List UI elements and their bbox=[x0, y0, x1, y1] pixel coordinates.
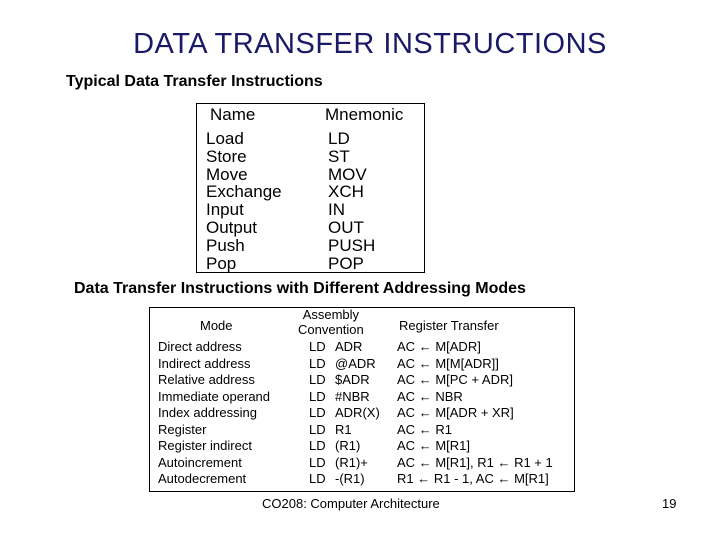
table2-header-mode: Mode bbox=[200, 318, 233, 333]
register-transfer bbox=[397, 405, 553, 422]
transfer-source-2: R1 + 1 bbox=[514, 454, 553, 470]
transfer-source: R1 bbox=[435, 421, 452, 437]
instruction-mnemonic: OUT bbox=[328, 217, 364, 237]
transfer-destination: AC bbox=[397, 355, 416, 371]
assembly-opcode: LD bbox=[309, 339, 326, 354]
instruction-name: Exchange bbox=[206, 182, 282, 202]
transfer-destination: AC bbox=[397, 388, 416, 404]
instruction-mnemonic: LD bbox=[328, 129, 350, 148]
left-arrow-icon: ← bbox=[418, 405, 432, 420]
transfer-source: M[M[ADR]] bbox=[435, 355, 499, 371]
addressing-mode: Register indirect bbox=[158, 438, 252, 453]
table2-transfer-column bbox=[397, 339, 553, 488]
addressing-mode: Autoincrement bbox=[158, 454, 242, 470]
transfer-source: M[PC + ADR] bbox=[435, 372, 513, 387]
instruction-name: Move bbox=[206, 164, 248, 184]
instruction-mnemonic: POP bbox=[328, 253, 364, 273]
transfer-source-2: M[R1] bbox=[514, 471, 549, 486]
transfer-destination: AC bbox=[397, 372, 416, 387]
assembly-operand: @ADR bbox=[335, 355, 376, 371]
table2-op-column bbox=[309, 339, 326, 488]
assembly-opcode: LD bbox=[309, 454, 326, 470]
register-transfer bbox=[397, 389, 553, 406]
left-arrow-icon: ← bbox=[418, 355, 432, 371]
assembly-opcode: LD bbox=[309, 405, 326, 420]
slide-title: DATA TRANSFER INSTRUCTIONS bbox=[133, 28, 607, 60]
addressing-mode: Direct address bbox=[158, 339, 242, 354]
addressing-mode: Autodecrement bbox=[158, 471, 247, 486]
transfer-destination: AC bbox=[397, 421, 416, 437]
transfer-source: NBR bbox=[435, 388, 463, 404]
transfer-source: M[ADR + XR] bbox=[435, 405, 514, 420]
table1-mnemonic-column bbox=[328, 130, 375, 272]
assembly-operand: R1 bbox=[335, 421, 352, 437]
transfer-source: M[ADR] bbox=[435, 339, 481, 354]
instruction-mnemonic: PUSH bbox=[328, 235, 376, 255]
assembly-opcode: LD bbox=[309, 355, 326, 371]
left-arrow-icon: ← bbox=[418, 339, 432, 354]
instruction-name: Store bbox=[206, 146, 247, 166]
assembly-opcode: LD bbox=[309, 421, 326, 437]
table1-header-mnemonic: Mnemonic bbox=[325, 105, 404, 124]
table1-header-name: Name bbox=[210, 105, 256, 124]
instruction-name: Load bbox=[206, 129, 244, 148]
register-transfer bbox=[397, 455, 553, 472]
assembly-operand: (R1)+ bbox=[335, 454, 368, 470]
transfer-destination: AC bbox=[397, 339, 416, 354]
transfer-source: M[R1], R1 bbox=[435, 454, 494, 470]
assembly-opcode: LD bbox=[309, 372, 326, 387]
assembly-operand: ADR bbox=[335, 339, 363, 354]
register-transfer bbox=[397, 356, 553, 373]
table2-header-assembly-line2: Convention bbox=[298, 322, 364, 337]
instruction-name: Push bbox=[206, 235, 245, 255]
register-transfer bbox=[397, 471, 553, 488]
left-arrow-icon: ← bbox=[418, 372, 432, 387]
left-arrow-icon: ← bbox=[497, 471, 511, 486]
page-number: 19 bbox=[662, 496, 677, 511]
table2-header-assembly bbox=[298, 307, 364, 337]
instruction-name: Pop bbox=[206, 253, 237, 273]
left-arrow-icon: ← bbox=[418, 454, 432, 470]
assembly-opcode: LD bbox=[309, 388, 326, 404]
left-arrow-icon: ← bbox=[418, 388, 432, 404]
assembly-operand: ADR(X) bbox=[335, 405, 380, 420]
register-transfer bbox=[397, 422, 553, 439]
table2-mode-column bbox=[158, 339, 270, 488]
instruction-mnemonic: XCH bbox=[328, 182, 364, 202]
addressing-mode: Relative address bbox=[158, 372, 255, 387]
transfer-destination: AC bbox=[397, 405, 416, 420]
instruction-name: Input bbox=[206, 200, 244, 220]
instruction-mnemonic: ST bbox=[328, 146, 350, 166]
register-transfer bbox=[397, 438, 553, 455]
assembly-operand: $ADR bbox=[335, 372, 370, 387]
register-transfer bbox=[397, 339, 553, 356]
instruction-name: Output bbox=[206, 217, 258, 237]
left-arrow-icon: ← bbox=[418, 421, 432, 437]
assembly-opcode: LD bbox=[309, 471, 326, 486]
subtitle: Typical Data Transfer Instructions bbox=[66, 73, 323, 90]
footer-course: CO208: Computer Architecture bbox=[262, 496, 440, 511]
transfer-destination: AC bbox=[397, 454, 416, 470]
table2-arg-column bbox=[335, 339, 380, 488]
register-transfer bbox=[397, 372, 553, 389]
left-arrow-icon: ← bbox=[497, 454, 511, 470]
left-arrow-icon: ← bbox=[417, 471, 431, 486]
assembly-opcode: LD bbox=[309, 438, 326, 453]
addressing-mode: Index addressing bbox=[158, 405, 258, 420]
assembly-operand: -(R1) bbox=[335, 471, 365, 486]
assembly-operand: #NBR bbox=[335, 388, 370, 404]
transfer-source: R1 - 1, AC bbox=[433, 471, 494, 486]
table2-header-assembly-line1: Assembly bbox=[302, 307, 360, 322]
instruction-mnemonic: MOV bbox=[328, 164, 367, 184]
addressing-modes-heading: Data Transfer Instructions with Different Addressing Modes bbox=[74, 280, 526, 297]
transfer-destination: R1 bbox=[397, 471, 414, 486]
addressing-mode: Register bbox=[158, 421, 207, 437]
addressing-mode: Indirect address bbox=[158, 355, 251, 371]
addressing-mode: Immediate operand bbox=[158, 388, 271, 404]
assembly-operand: (R1) bbox=[335, 438, 361, 453]
table1-name-column bbox=[206, 130, 282, 272]
left-arrow-icon: ← bbox=[418, 438, 432, 453]
instruction-mnemonic: IN bbox=[328, 200, 345, 220]
table2-header-transfer: Register Transfer bbox=[399, 318, 499, 333]
transfer-destination: AC bbox=[397, 438, 416, 453]
transfer-source: M[R1] bbox=[435, 438, 470, 453]
